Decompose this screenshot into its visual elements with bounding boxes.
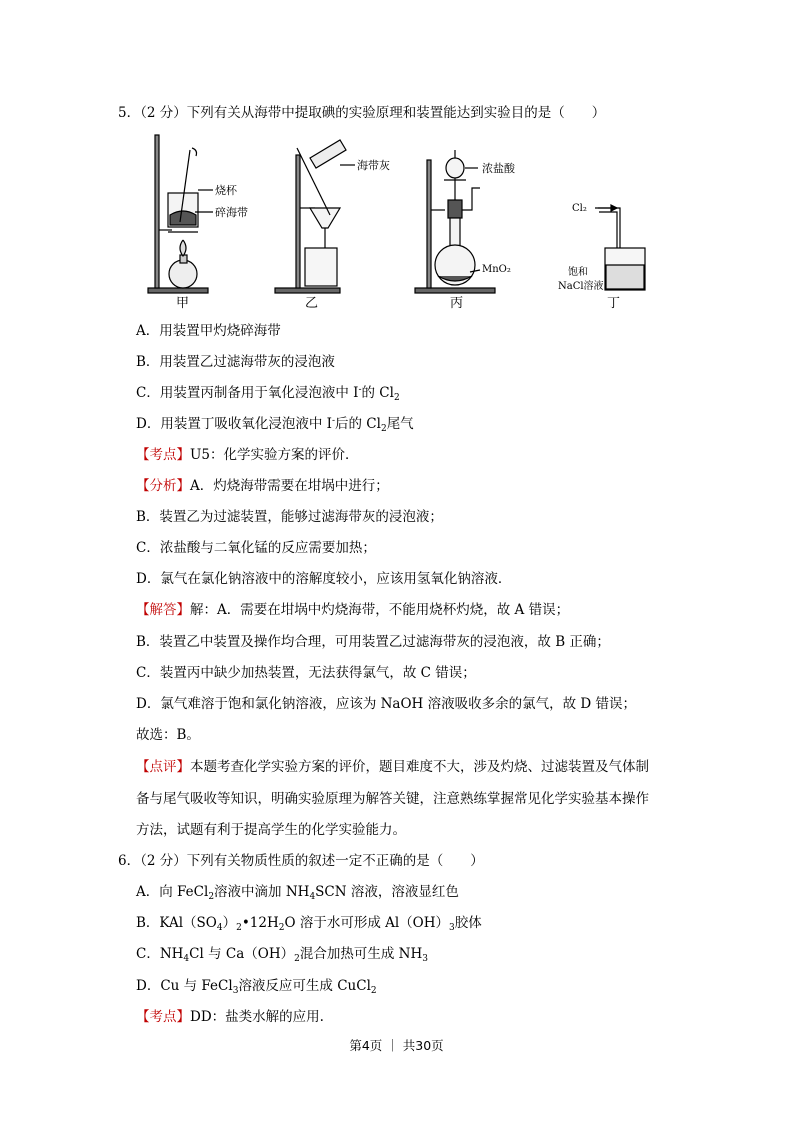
label-nacl-1: 饱和 bbox=[568, 267, 588, 278]
q5-jieda-answer: 故选：B。 bbox=[136, 727, 200, 743]
caption-jia: 甲 bbox=[176, 296, 190, 311]
q5-jieda-a: 【解答】解：A．需要在坩埚中灼烧海带，不能用烧杯灼烧，故 A 错误； bbox=[136, 602, 570, 618]
q5-jieda-c: C．装置丙中缺少加热装置，无法获得氯气，故 C 错误； bbox=[136, 665, 476, 681]
label-mno2: MnO₂ bbox=[482, 264, 511, 275]
caption-bing: 丙 bbox=[450, 296, 464, 311]
q6-option-b: B．$KAl(SO_4)_2•12H_2O$ 溶于水可形成 $Al(OH)_3$胶体 bbox=[136, 915, 482, 933]
label-nacl-2: NaCl溶液 bbox=[558, 281, 604, 292]
apparatus-jia bbox=[148, 135, 213, 293]
q5-option-c: C．用装置丙制备用于氧化浸泡液中 I-的 $Cl_2$ bbox=[136, 385, 400, 403]
label-seaweed: 碎海带 bbox=[215, 206, 248, 219]
q5-jieda-d: D．氯气难溶于饱和氯化钠溶液，应该为 NaOH 溶液吸收多余的氯气，故 D 错误； bbox=[136, 696, 637, 712]
apparatus-ding bbox=[595, 205, 645, 290]
q5-fenxi-a: 【分析】A．灼烧海带需要在坩埚中进行； bbox=[136, 478, 389, 494]
label-hcl: 浓盐酸 bbox=[482, 162, 515, 175]
caption-ding: 丁 bbox=[607, 296, 621, 311]
caption-yi: 乙 bbox=[305, 296, 319, 311]
q5-kaodian: 【考点】U5：化学实验方案的评价． bbox=[136, 447, 359, 463]
q5-option-b: B．用装置乙过滤海带灰的浸泡液 bbox=[136, 354, 335, 370]
label-beaker: 烧杯 bbox=[215, 184, 237, 197]
q5-fenxi-c: C．浓盐酸与二氧化锰的反应需要加热； bbox=[136, 540, 376, 556]
q5-option-a: A．用装置甲灼烧碎海带 bbox=[136, 323, 281, 339]
q5-fenxi-d: D．氯气在氯化钠溶液中的溶解度较小，应该用氢氧化钠溶液． bbox=[136, 571, 512, 587]
q5-jieda-b: B．装置乙中装置及操作均合理，可用装置乙过滤海带灰的浸泡液，故 B 正确； bbox=[136, 634, 610, 650]
q6-kaodian: 【考点】DD：盐类水解的应用. bbox=[136, 1009, 324, 1025]
apparatus-yi bbox=[275, 140, 355, 293]
page-footer: 第4页 ｜ 共30页 bbox=[349, 1038, 444, 1053]
q5-dianping-1: 【点评】本题考查化学实验方案的评价，题目难度不大，涉及灼烧、过滤装置及气体制 bbox=[136, 759, 649, 775]
q5-stem: 5．（2 分）下列有关从海带中提取碘的实验原理和装置能达到实验目的是（ ） bbox=[118, 105, 606, 121]
q5-option-d: D．用装置丁吸收氧化浸泡液中 I-后的 $Cl_2$尾气 bbox=[136, 416, 414, 434]
label-cl2: Cl₂ bbox=[572, 203, 587, 214]
q5-fenxi-b: B．装置乙为过滤装置，能够过滤海带灰的浸泡液； bbox=[136, 509, 443, 525]
q6-option-c: C．$NH_4Cl$ 与 $Ca(OH)_2$混合加热可生成 $NH_3$ bbox=[136, 946, 428, 964]
label-ash: 海带灰 bbox=[357, 159, 390, 172]
q5-dianping-3: 方法，试题有利于提高学生的化学实验能力。 bbox=[136, 822, 406, 838]
q6-option-d: D．Cu 与 FeCl$_3$溶液反应可生成 CuCl$_2$ bbox=[136, 978, 377, 996]
q6-stem: 6．（2 分）下列有关物质性质的叙述一定不正确的是（ ） bbox=[118, 853, 484, 869]
q5-dianping-2: 备与尾气吸收等知识，明确实验原理为解答关键，注意熟练掌握常见化学实验基本操作 bbox=[136, 791, 649, 807]
q6-option-a: A．向 FeCl$_2$溶液中滴加 $NH_4SCN$ 溶液，溶液显红色 bbox=[136, 884, 459, 902]
